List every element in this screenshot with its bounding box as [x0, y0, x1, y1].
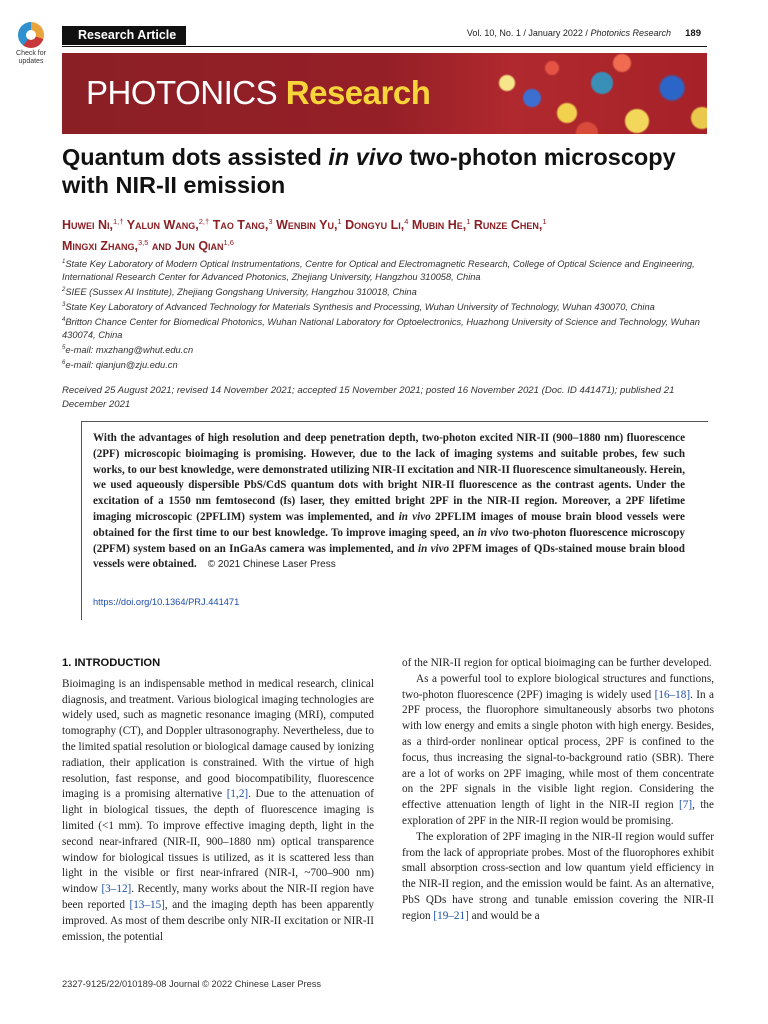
page-header	[62, 24, 707, 47]
author[interactable]: and Jun Qian$^{1,6}$	[151, 238, 234, 254]
body-column-right	[402, 656, 714, 925]
doi-link[interactable]: https://doi.org/10.1364/PRJ.441471	[93, 597, 240, 607]
author[interactable]: Huwei Ni,$^{1,\dagger}$	[62, 217, 124, 233]
page-number: 189	[685, 28, 701, 39]
affiliation: $^1$State Key Laboratory of Modern Optical Instrumentations, Centre for Optical and Electromagnetic Research, College of Optical Science and Engineering, International Research Center for Advanced Photonics, Zhejiang University, Hangzhou 310058, China	[62, 259, 695, 283]
journal-logo-part1: PHOTONICS	[86, 74, 278, 111]
email-link[interactable]: $^5$e-mail: mxzhang@whut.edu.cn	[62, 345, 194, 356]
article-title	[62, 143, 682, 199]
author[interactable]: Mubin He,$^1$	[411, 217, 471, 233]
journal-banner	[62, 53, 707, 134]
author[interactable]: Mingxi Zhang,$^{3,5}$	[62, 238, 149, 254]
abstract-copyright: © 2021 Chinese Laser Press	[207, 559, 336, 571]
crossmark-icon	[18, 22, 44, 48]
affiliation: $^2$SIEE (Sussex AI Institute), Zhejiang Gongshang University, Hangzhou 310018, China	[62, 287, 417, 298]
email-link[interactable]: $^6$e-mail: qianjun@zju.edu.cn	[62, 360, 178, 371]
journal-logo-part2: Research	[285, 74, 431, 111]
publication-history: Received 25 August 2021; revised 14 November 2021; accepted 15 November 2021; posted 16 November 2021 (Doc. ID 441471); published 21 December 2021	[62, 385, 675, 410]
paragraph: Bioimaging is an indispensable method in medical research, clinical diagnosis, and treatment. Various biological imaging technologies are widely used, such as magnetic resonance imaging (MRI), computed tomography (CT), and Doppler ultrasonography. Nevertheless, due to the limited spatial resolution or biological damage caused by ionizing radiation, their application is constrained. With the virtue of high resolution, fast response, and good biocompatibility, fluorescence imaging is a promising alternative [1,2]. Due to the attenuation of light in biological tissues, the depth of fluorescence imaging is limited (<1 mm). To improve effective imaging depth, light in the second near-infrared (NIR-II, 900–1880 nm) optical transparence window for biological tissues is utilized, as it is scattered less than light in the visible or first near-infrared (NIR-I, ~700–900 nm) window [3–12]. Recently, many works about the NIR-II region have been reported [13–15], and the imaging depth has been apparently improved. As most of them describe only NIR-II excitation or NIR-II emission, the potential	[62, 677, 375, 943]
volume-info	[467, 28, 671, 38]
check-for-updates-label: Check for updates	[16, 50, 46, 65]
author[interactable]: Yalun Wang,$^{2,\dagger}$	[126, 217, 210, 233]
citation-link[interactable]: [1,2]	[226, 788, 249, 801]
author-list	[62, 213, 707, 255]
check-for-updates-badge[interactable]	[11, 22, 51, 66]
citation-link[interactable]: [13–15]	[129, 898, 165, 911]
citation-link[interactable]: [7]	[679, 799, 693, 812]
page-footer: 2327-9125/22/010189-08 Journal © 2022 Chinese Laser Press	[62, 979, 322, 989]
title-italic: in vivo	[328, 144, 403, 170]
volume-text: Vol. 10, No. 1 / January 2022 /	[466, 28, 591, 38]
title-part2: two-photon microscopy with NIR-II emission	[62, 144, 676, 198]
citation-link[interactable]: [16–18]	[654, 688, 691, 701]
author[interactable]: Dongyu Li,$^4$	[345, 217, 409, 233]
author[interactable]: Runze Chen,$^1$	[473, 217, 547, 233]
body-column-left	[62, 656, 374, 945]
section-heading: 1. INTRODUCTION	[62, 657, 161, 669]
paragraph: The exploration of 2PF imaging in the NIR-II region would suffer from the lack of appropriate probes. Most of the fluorophores exhibit small absorption cross-section and low quantum yield efficiency in the NIR-II region, and the emission would be faint. As an alternative, PbS QDs have strong and tunable emission covering the NIR-II region [19–21] and would be a	[402, 830, 714, 922]
abstract: With the advantages of high resolution and deep penetration depth, two-photon excited NIR-II (900–1880 nm) fluorescence (2PF) microscopic bioimaging is promising. However, due to the lack of imaging systems and suitable probes, few such works, to our best knowledge, were demonstrated utilizing NIR-II excitation and NIR-II fluorescence simultaneously. Herein, we used aqueously dispersible PbS/CdS quantum dots with bright NIR-II fluorescence as the contrast agents. Under the excitation of a 1550 nm femtosecond (fs) laser, they emitted bright 2PF in the NIR-II region. Moreover, a 2PF lifetime imaging microscopic (2PFLIM) system was implemented, and in vivo 2PFLIM images of mouse brain blood vessels were obtained for the first time to our best knowledge. To improve imaging speed, an in vivo two-photon fluorescence microscopy (2PFM) system based on an InGaAs camera was implemented, and in vivo 2PFM images of QDs-stained mouse brain blood vessels were obtained. © 2021 Chinese Laser Press	[93, 432, 685, 571]
paragraph: As a powerful tool to explore biological structures and functions, two-photon fluorescence (2PF) imaging is widely used [16–18]. In a 2PF process, the fluorophore simultaneously absorbs two photons with low energy and emits a single photon with high energy. Besides, as a third-order nonlinear optical process, 2PF is confined to the focus, thus increasing the signal-to-background ratio (SBR). There are a lot of works on 2PF imaging, while most of them concentrate on the 2PF signals in the visible light region. Considering the effective attenuation length of light in the NIR-II region [7], the exploration of 2PF in the NIR-II region would be promising.	[402, 672, 714, 827]
journal-logo	[86, 74, 430, 112]
affiliations	[62, 256, 707, 373]
affiliation: $^4$Britton Chance Center for Biomedical Photonics, Wuhan National Laboratory for Optoelectronics, Huazhong University of Science and Technology, Wuhan 430074, China	[62, 317, 700, 341]
author[interactable]: Wenbin Yu,$^1$	[276, 217, 342, 233]
author[interactable]: Tao Tang,$^3$	[212, 217, 273, 233]
article-type-label: Research Article	[62, 26, 186, 45]
citation-link[interactable]: [3–12]	[101, 883, 132, 896]
citation-link[interactable]: [19–21]	[433, 909, 469, 922]
journal-name-italic: Photonics Research	[590, 28, 671, 38]
title-part1: Quantum dots assisted	[62, 144, 329, 170]
affiliation: $^3$State Key Laboratory of Advanced Technology for Materials Synthesis and Processing, Wuhan University of Technology, Wuhan 430070, China	[62, 302, 655, 313]
paragraph: of the NIR-II region for optical bioimaging can be further developed.	[402, 657, 712, 669]
